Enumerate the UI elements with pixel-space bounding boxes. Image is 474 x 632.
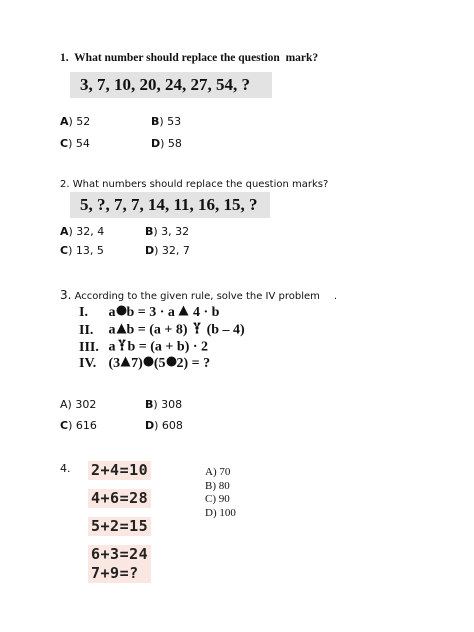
triangle-operator-icon — [178, 305, 189, 321]
question-4-number: 4. — [60, 462, 71, 475]
question-2-title: 2. What numbers should replace the question marks? — [60, 179, 329, 190]
q4-equation-5: 7+9=? — [88, 564, 151, 583]
tri-blade-operator-icon — [191, 322, 203, 339]
rule-4: IV. (3 7) (5 2) = ? — [79, 356, 211, 372]
q4-equation-2: 4+6=28 — [88, 489, 151, 508]
q2-option-b[interactable]: B) 3, 32 — [145, 225, 190, 238]
q4-equation-image — [88, 461, 151, 583]
q3-option-b[interactable]: B) 308 — [145, 398, 183, 411]
q2-option-c[interactable]: C) 13, 5 — [60, 244, 104, 257]
q1-option-a[interactable]: A) 52 — [60, 115, 91, 128]
q3-option-c[interactable]: C) 616 — [60, 419, 97, 432]
rule-1: I. a b = 3 · a 4 · b — [79, 305, 220, 321]
question-3-text: According to the given rule, solve the IV problem — [71, 291, 320, 302]
triangle-operator-icon — [116, 323, 127, 339]
q4-options — [205, 466, 236, 520]
q2-option-a[interactable]: A) 32, 4 — [60, 225, 105, 238]
question-3-number: 3. — [60, 288, 72, 302]
q3-option-a[interactable]: A) 302 — [60, 398, 97, 411]
question-1-title: 1. What number should replace the question mark? — [60, 52, 319, 64]
triangle-operator-icon — [120, 356, 131, 372]
q4-option-c[interactable]: C) 90 — [205, 493, 230, 505]
q3-option-d[interactable]: D) 608 — [145, 419, 183, 432]
q4-equation-4: 6+3=24 — [88, 545, 151, 564]
question-2-sequence: 5, ?, 7, 7, 14, 11, 16, 15, ? — [70, 192, 270, 218]
circle-operator-icon — [143, 356, 154, 372]
q1-option-c[interactable]: C) 54 — [60, 137, 90, 150]
q4-option-d[interactable]: D) 100 — [205, 506, 236, 519]
question-1-sequence: 3, 7, 10, 20, 24, 27, 54, ? — [70, 72, 272, 98]
rule-2: II. a b = (a + 8) (b – 4) — [79, 322, 245, 338]
question-3-title — [60, 288, 337, 302]
rule-3: III. a b = (a + b) · 2 — [79, 339, 209, 355]
q4-equation-1: 2+4=10 — [88, 461, 151, 480]
question-3-dot: . — [333, 291, 338, 302]
circle-operator-icon — [116, 305, 127, 321]
q4-option-b[interactable]: B) 80 — [205, 479, 230, 492]
q1-option-d[interactable]: D) 58 — [151, 137, 182, 150]
tri-blade-operator-icon — [116, 339, 128, 356]
circle-operator-icon — [166, 356, 177, 372]
q4-option-a[interactable]: A) 70 — [205, 466, 231, 478]
q1-option-b[interactable]: B) 53 — [151, 115, 182, 128]
q4-equation-3: 5+2=15 — [88, 517, 151, 536]
q2-option-d[interactable]: D) 32, 7 — [145, 244, 190, 257]
